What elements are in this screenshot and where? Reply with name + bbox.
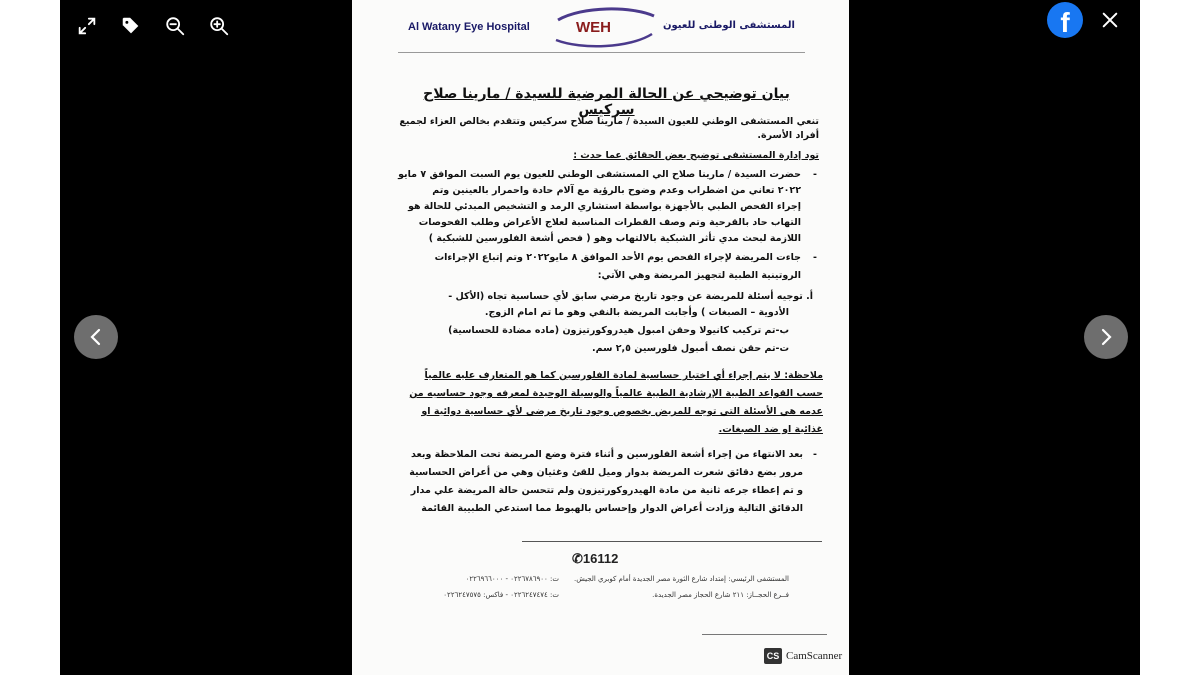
footer-phones-main: ت: ٠٢٢٦٧٨٦٩٠٠ - ٠٢٢٦٩٦٦٠٠٠ (465, 575, 559, 583)
bullet-marker: - (813, 252, 817, 263)
close-icon (1101, 11, 1119, 29)
note-line: ملاحظة: لا يتم إجراء أي اختبار حساسية لمادة الفلورسين كما هو المتعارف عليه عالمياً (424, 370, 823, 381)
footer-phones-hegaz: ت: ٠٢٢٦٢٤٧٤٧٤ - فاكس: ٠٢٢٦٢٤٧٥٧٥ (443, 591, 559, 599)
paragraph-line: التهاب حاد بالقرحية وتم وصف القطرات المناسبة لعلاج الأعراض وطلب الفحوصات (418, 217, 801, 228)
step-line: ب-تم تركيب كانيولا وحقن امبول هيدروكورتيزون (ماده مضادة للحساسية) (448, 325, 789, 336)
footer-hegaz-branch: فــرع الحجــاز: ٢١١ شارع الحجاز مصر الجديدة. (652, 591, 789, 599)
zoom-in-button[interactable] (203, 10, 235, 42)
paragraph-line: ٢٠٢٢ تعاني من اضطراب وعدم وضوح بالرؤية مع آلام حادة واحمرار بالعينين وتم (432, 185, 801, 196)
document-title: بيان توضيحي عن الحالة المرضية للسيدة / مارينا صلاح سركيس (423, 86, 790, 118)
hotline-number: ✆16112 (572, 551, 619, 566)
paragraph-line: بعد الانتهاء من إجراء أشعة الفلورسين و أثناء فترة وضع المريضة تحت الملاحظة وبعد (411, 449, 803, 460)
paragraph-line: اللازمة لبحث مدي تأثر الشبكية بالالتهاب وهو ( فحص أشعة الفلورسين للشبكية ) (428, 233, 801, 244)
paragraph-line: مرور بضع دقائق شعرت المريضة بدوار وميل للقئ وغثيان وهي من أعراض الحساسية (409, 467, 803, 478)
camscanner-label: CamScanner (786, 650, 843, 662)
paragraph-line: إجراء الفحص الطبي بالأجهزة بواسطة استشاري الرمد و التشخيص المبدئي للحالة هو (408, 201, 801, 212)
expand-button[interactable] (71, 10, 103, 42)
lead-sentence: تود إدارة المستشفى توضيح بعض الحقائق عما حدث : (573, 150, 819, 161)
zoom-in-icon (208, 15, 230, 37)
step-line: الأدوية – الصبغات ) وأجابت المريضة بالنفي وهو ما تم امام الزوج. (484, 307, 789, 318)
hospital-name-arabic: المستشفى الوطنى للعيون (662, 20, 795, 31)
intro-line: تنعي المستشفى الوطني للعيون السيدة / مارينا صلاح سركيس وتتقدم بخالص العزاء لجميع (399, 116, 819, 127)
header-divider (398, 52, 805, 53)
close-button[interactable] (1097, 7, 1123, 33)
left-edge (0, 0, 60, 675)
step-line: ت-تم حقن نصف أمبول فلورسين ٢,٥ سم. (592, 343, 789, 354)
phone-icon: ✆ (572, 551, 583, 566)
note-line: عدمه هي الأسئلة التي توجه للمريض بخصوص وجود تاريخ مرضي لأي حساسية دوائية او (421, 406, 823, 417)
facebook-icon: f (1060, 7, 1070, 38)
note-line: حسب القواعد الطبية الإرشادية الطبية عالمياً والوسيلة الوحيدة لمعرفه وجود حساسيه من (409, 388, 823, 399)
paragraph-line: جاءت المريضة لإجراء الفحص يوم الأحد الموافق ٨ مايو٢٠٢٢ وتم إتباع الإجراءات (434, 252, 801, 263)
previous-image-button[interactable] (74, 315, 118, 359)
zoom-out-icon (164, 15, 186, 37)
paragraph-line: حضرت السيدة / مارينا صلاح الي المستشفى الوطني للعيون يوم السبت الموافق ٧ مايو (398, 169, 801, 180)
note-line: غذائية او ضد الصبغات. (718, 424, 823, 435)
camscanner-logo: CS (764, 648, 782, 664)
footer-divider (522, 541, 822, 542)
logo-text: WEH (576, 19, 611, 36)
chevron-left-icon (86, 327, 106, 347)
chevron-right-icon (1096, 327, 1116, 347)
expand-icon (76, 15, 98, 37)
hospital-name-english: Al Watany Eye Hospital (408, 21, 530, 33)
paragraph-line: الدقائق التالية وزادت أعراض الدوار وإحساس بالهبوط مما استدعي الطبيبة القائمة (421, 503, 803, 514)
scanned-document (352, 0, 849, 675)
paragraph-line: الروتينية الطبية لتجهيز المريضة وهي الآتي: (597, 270, 801, 281)
zoom-out-button[interactable] (159, 10, 191, 42)
tag-button[interactable] (115, 10, 147, 42)
paragraph-line: و تم إعطاء جرعه ثانية من مادة الهيدروكورتيزون ولم تتحسن حالة المريضة علي مدار (410, 485, 803, 496)
tag-icon (120, 15, 142, 37)
facebook-share-button[interactable] (1047, 2, 1083, 38)
bullet-marker: - (813, 169, 817, 180)
hospital-logo (552, 6, 658, 48)
camscanner-watermark (764, 648, 842, 664)
page-bottom-rule (702, 634, 827, 635)
footer-main-branch: المستشفى الرئيسي: إمتداد شارع الثورة مصر الجديدة أمام كوبري الجيش. (573, 575, 789, 583)
step-line: أ. توجيه أسئلة للمريضة عن وجود تاريخ مرضي سابق لأي حساسية تجاه (الأكل - (448, 291, 813, 302)
right-edge (1140, 0, 1200, 675)
intro-line: أفراد الأسرة. (757, 130, 819, 141)
next-image-button[interactable] (1084, 315, 1128, 359)
bullet-marker: - (813, 449, 817, 460)
